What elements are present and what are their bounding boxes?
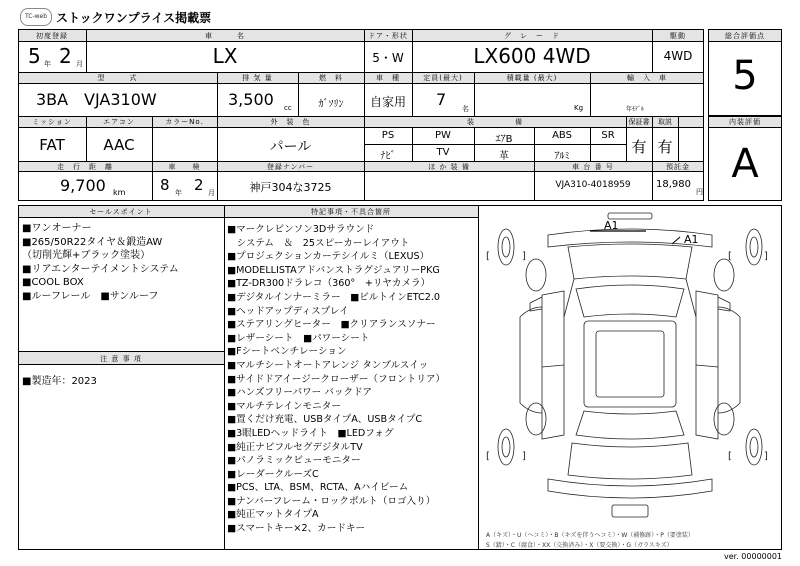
inspection-label: 車 検 [168, 163, 201, 171]
interior-score-label: 内装評価 [729, 118, 761, 126]
feature-item: ■マークレビンソン3Dサラウンド [227, 224, 375, 235]
sales-point-item: ■265/50R22タイヤ＆鍛造AW [22, 236, 163, 248]
feature-item: ■レザーシート ■パワーシート [227, 332, 370, 344]
capacity: 7 [436, 90, 447, 109]
feature-item: ■ナンバーフレーム・ロックボルト（ロゴ入り） [227, 495, 436, 507]
feature-item: ■ハンズフリーパワー バックドア [227, 387, 372, 399]
load-label: 積載量 (最大) [506, 74, 558, 82]
fuel: ｶﾞｿﾘﾝ [318, 99, 344, 110]
feature-item: ■MODELLISTAアドバンストラグジュアリーPKG [227, 264, 440, 276]
mileage-label: 走 行 距 離 [57, 163, 113, 171]
note-item: ■製造年：2023 [22, 376, 97, 387]
other-equip-label: ほ か 装 備 [428, 163, 470, 171]
usage: 自家用 [369, 95, 406, 109]
import-label: 輸 入 車 [627, 74, 667, 82]
logo [20, 8, 52, 26]
usage-label: 車 種 [376, 74, 400, 82]
overall-score: 5 [732, 53, 758, 99]
sales-points-header: セールスポイント [89, 208, 153, 216]
damage-legend-line2: S（錆）・C（腐食）・XX（交換済み）・X（要交換）・G（ガラスキズ） [486, 542, 673, 549]
sales-point-item: （切削光輝+ブラック塗装） [22, 250, 151, 262]
fuel-label: 燃 料 [319, 74, 343, 82]
car-name: LX [212, 44, 238, 68]
equip-tv: TV [436, 147, 450, 158]
capacity-unit: 名 [462, 105, 469, 113]
sales-point-item: ■ワンオーナー [22, 223, 92, 234]
door-label: ドア・形状 [368, 32, 408, 40]
features-header: 特記事項・不具合箇所 [311, 208, 391, 216]
equip-airbag: ｴｱB [495, 134, 513, 145]
manual-label: 取説 [658, 118, 672, 126]
equip-pw: PW [435, 130, 451, 141]
import-model: 年ﾓﾃﾞﾙ [626, 106, 645, 113]
deposit: 18,980 [656, 179, 691, 190]
svg-text:[: [ [728, 251, 732, 262]
feature-item: ■TZ-DR300ドラレコ（360° +リヤカメラ） [227, 278, 431, 290]
svg-text:]: ] [522, 251, 526, 262]
feature-item: ■純正ナビフルセグデジタルTV [227, 441, 363, 453]
first-reg-label: 初度登録 [36, 32, 68, 40]
first-reg-month: 2 [59, 44, 72, 68]
svg-text:]: ] [764, 251, 768, 262]
first-reg-year-unit: 年 [44, 60, 51, 68]
page-title: ストックワンプライス掲載票 [56, 11, 212, 25]
drive-label: 駆動 [670, 32, 686, 40]
model-code: VJA310W [84, 90, 157, 109]
notes-list [22, 375, 97, 389]
manual-value: 有 [657, 138, 673, 156]
aircon: AAC [103, 136, 135, 154]
logo-text: TC-web [24, 13, 48, 20]
feature-item: ■サイドドアイージークローザー（フロントリア） [227, 373, 446, 385]
mission-label: ミッション [32, 118, 72, 126]
damage-mark-a1-front: A1 [604, 219, 619, 232]
inspection-month-unit: 月 [208, 189, 215, 197]
feature-item: ■ヘッドアップディスプレイ [227, 305, 349, 317]
first-reg-year: 5 [28, 44, 41, 68]
load-unit: Kg [574, 104, 584, 112]
plate-number: 神戸304な3725 [249, 181, 332, 194]
car-name-label: 車 名 [205, 32, 245, 40]
feature-item: システム ＆ 25スピーカーレイアウト [227, 237, 410, 249]
mileage: 9,700 [60, 176, 106, 195]
displacement-label: 排 気 量 [242, 74, 273, 82]
equip-abs: ABS [552, 130, 572, 141]
feature-item: ■Fシートベンチレーション [227, 346, 347, 358]
color-no-label: カラーNo. [165, 118, 204, 126]
feature-item: ■プロジェクションカーテシイルミ（LEXUS） [227, 251, 430, 263]
chassis-number: VJA310-4018959 [555, 180, 631, 190]
warranty-value: 有 [631, 138, 647, 156]
model-label: 型 式 [97, 74, 138, 82]
warranty-label: 保証書 [628, 118, 650, 126]
chassis-label: 車 台 番 号 [572, 163, 614, 171]
exterior-color: パール [269, 139, 312, 155]
equip-ps: PS [381, 130, 395, 141]
door-type: 5・W [372, 51, 404, 65]
exterior-label: 外 装 色 [270, 118, 311, 126]
svg-text:[: [ [486, 451, 490, 462]
feature-item: ■3眼LEDヘッドライト ■LEDフォグ [227, 427, 394, 439]
inspection-year: 8 [160, 176, 170, 194]
deposit-unit: 円 [696, 188, 703, 196]
feature-item: ■マルチテレインモニター [227, 400, 341, 412]
drive: 4WD [663, 49, 693, 63]
sales-points-list [22, 222, 179, 304]
equip-sr: SR [601, 130, 615, 141]
feature-item: ■スマートキー×2、カードキー [227, 523, 366, 535]
sales-point-item: ■ルーフレール ■サンルーフ [22, 290, 159, 302]
car-damage-diagram [480, 207, 780, 527]
svg-text:]: ] [764, 451, 768, 462]
capacity-label: 定員(最大) [423, 74, 463, 82]
feature-item: ■パノラミックビューモニター [227, 455, 361, 467]
model-prefix: 3BA [36, 90, 69, 109]
sales-point-item: ■COOL BOX [22, 277, 84, 289]
svg-text:[: [ [486, 251, 490, 262]
version-label: ver. 00000001 [724, 552, 783, 561]
deposit-label: 預託金 [666, 163, 690, 171]
features-list [227, 223, 445, 536]
aircon-label: エアコン [103, 118, 135, 126]
grade-label: グ レ ー ド [504, 32, 560, 40]
displacement: 3,500 [228, 90, 274, 109]
mission: FAT [39, 136, 65, 154]
displacement-unit: cc [284, 104, 292, 112]
overall-score-label: 総合評価点 [725, 32, 765, 40]
sales-point-item: ■リアエンターテイメントシステム [22, 263, 179, 275]
equip-navi: ﾅﾋﾞ [380, 151, 396, 162]
feature-item: ■マルチシートオートアレンジ タンブルスイッ [227, 359, 429, 371]
svg-text:[: [ [728, 451, 732, 462]
equip-alumi: ｱﾙﾐ [554, 151, 570, 162]
inspection-year-unit: 年 [175, 189, 182, 197]
inspection-month: 2 [194, 176, 204, 194]
equipment-label: 装 備 [467, 118, 523, 126]
interior-score: A [731, 141, 759, 187]
feature-item: ■デジタルインナーミラー ■ビルトインETC2.0 [227, 291, 441, 303]
mileage-unit: km [113, 188, 126, 197]
damage-legend-line1: A（キズ）・U（ヘコミ）・B（キズを伴うヘコミ）・W（補修跡）・P（要塗装） [486, 532, 694, 539]
first-reg-month-unit: 月 [76, 60, 83, 68]
notes-header: 注 意 事 項 [100, 355, 142, 363]
feature-item: ■置くだけ充電、USBタイプA、USBタイプC [227, 414, 423, 426]
svg-text:]: ] [522, 451, 526, 462]
feature-item: ■ステアリングヒーター ■クリアランスソナー [227, 319, 436, 331]
grade: LX600 4WD [473, 44, 591, 68]
damage-mark-a1-side: A1 [684, 233, 699, 246]
plate-label: 登録ナンバー [266, 163, 315, 171]
equip-leather: 革 [499, 151, 509, 162]
feature-item: ■レーダークルーズC [227, 468, 319, 480]
feature-item: ■純正マットタイプA [227, 509, 319, 521]
feature-item: ■PCS、LTA、BSM、RCTA、Aハイビーム [227, 482, 409, 494]
